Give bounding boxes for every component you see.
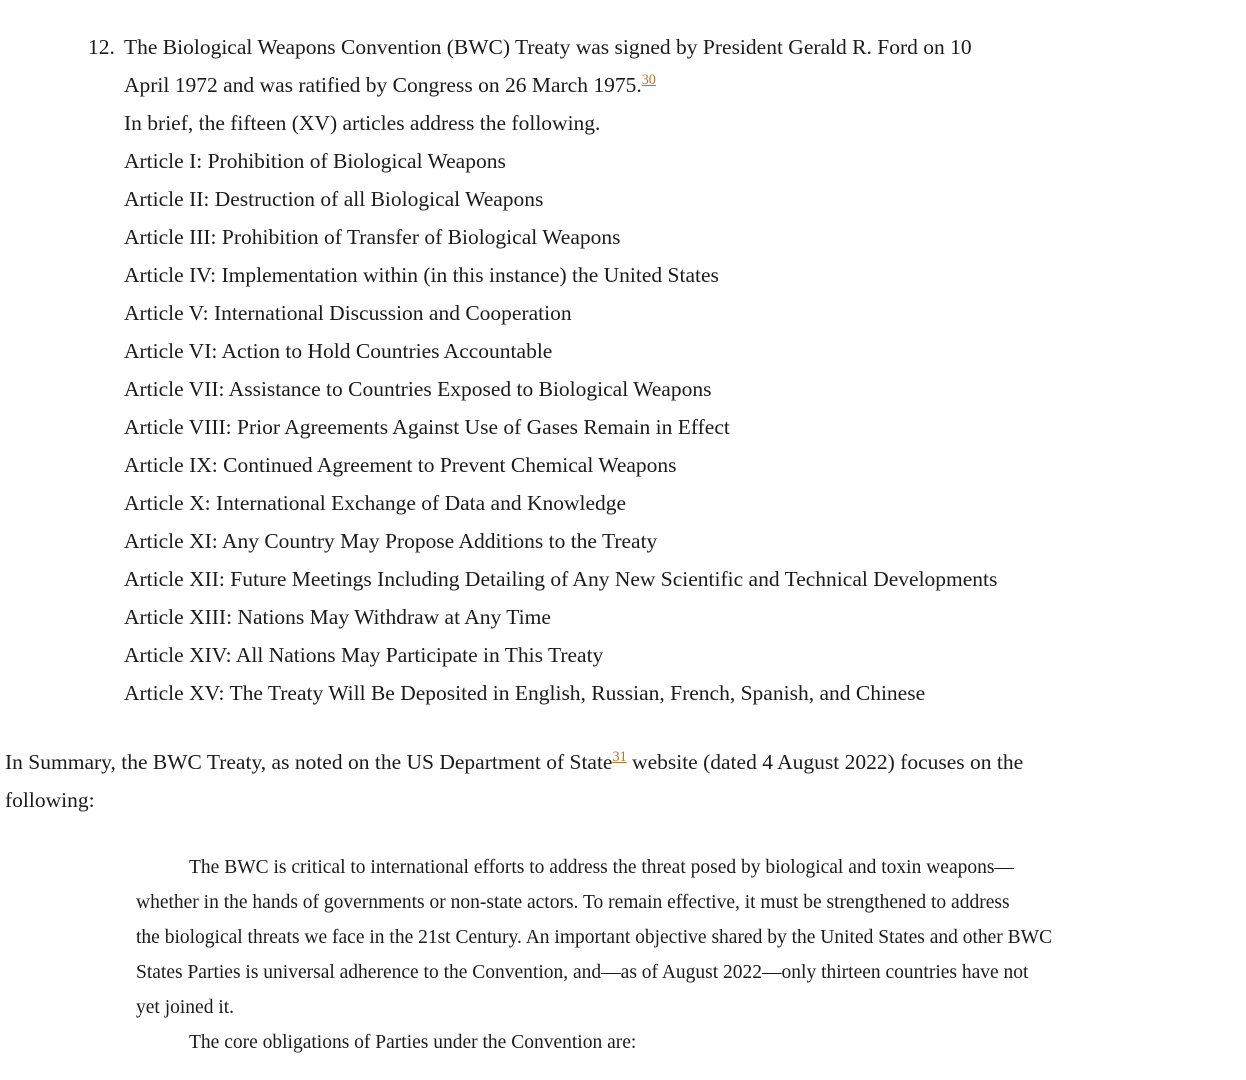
quote-line: yet joined it. [136,997,235,1018]
quote-line: whether in the hands of governments or non-state actors. To remain effective, it must be strengthened to address [136,892,1010,913]
article-line: Article VIII: Prior Agreements Against Use of Gases Remain in Effect [124,415,730,439]
article-line: Article VI: Action to Hold Countries Accountable [124,339,553,363]
summary-text: following: [5,788,95,812]
paragraph-text: April 1972 and was ratified by Congress on 26 March 1975. [124,73,642,97]
article-line: Article XIV: All Nations May Participate in This Treaty [124,643,604,667]
paragraph-line [124,28,1246,66]
article-line: Article XI: Any Country May Propose Additions to the Treaty [124,529,658,553]
quote-line: The BWC is critical to international efforts to address the threat posed by biological and toxin weapons— [189,857,1014,878]
quote-line: The core obligations of Parties under the Convention are: [189,1032,637,1053]
article-line: Article III: Prohibition of Transfer of Biological Weapons [124,225,621,249]
article-line: Article XV: The Treaty Will Be Deposited in English, Russian, French, Spanish, and Chinese [124,681,926,705]
quote-line: States Parties is universal adherence to the Convention, and—as of August 2022—only thirteen countries have not [136,962,1029,983]
quote-line: the biological threats we face in the 21st Century. An important objective shared by the United States and other BWC [136,927,1053,948]
list-item-number: 12. [88,35,115,59]
footnote-link-31[interactable]: 31 [612,748,627,765]
article-line: Article I: Prohibition of Biological Weapons [124,149,506,173]
article-line: Article VII: Assistance to Countries Exposed to Biological Weapons [124,377,712,401]
article-line: Article IX: Continued Agreement to Prevent Chemical Weapons [124,453,677,477]
article-line: Article XIII: Nations May Withdraw at Any Time [124,605,551,629]
blockquote [136,850,1236,1060]
paragraph-text: The Biological Weapons Convention (BWC) Treaty was signed by President Gerald R. Ford on 10 [124,35,972,59]
article-line: Article XII: Future Meetings Including Detailing of Any New Scientific and Technical Developments [124,567,998,591]
summary-paragraph [5,743,1240,819]
paragraph-line [124,66,1246,104]
article-line: Article II: Destruction of all Biological Weapons [124,187,544,211]
intro-line: In brief, the fifteen (XV) articles address the following. [124,111,601,135]
article-line: Article IV: Implementation within (in this instance) the United States [124,263,719,287]
summary-text: website (dated 4 August 2022) focuses on the [626,750,1024,774]
article-line: Article X: International Exchange of Data and Knowledge [124,491,627,515]
article-line: Article V: International Discussion and Cooperation [124,301,572,325]
footnote-link-30[interactable]: 30 [641,71,656,88]
summary-text: In Summary, the BWC Treaty, as noted on the US Department of State [5,750,613,774]
